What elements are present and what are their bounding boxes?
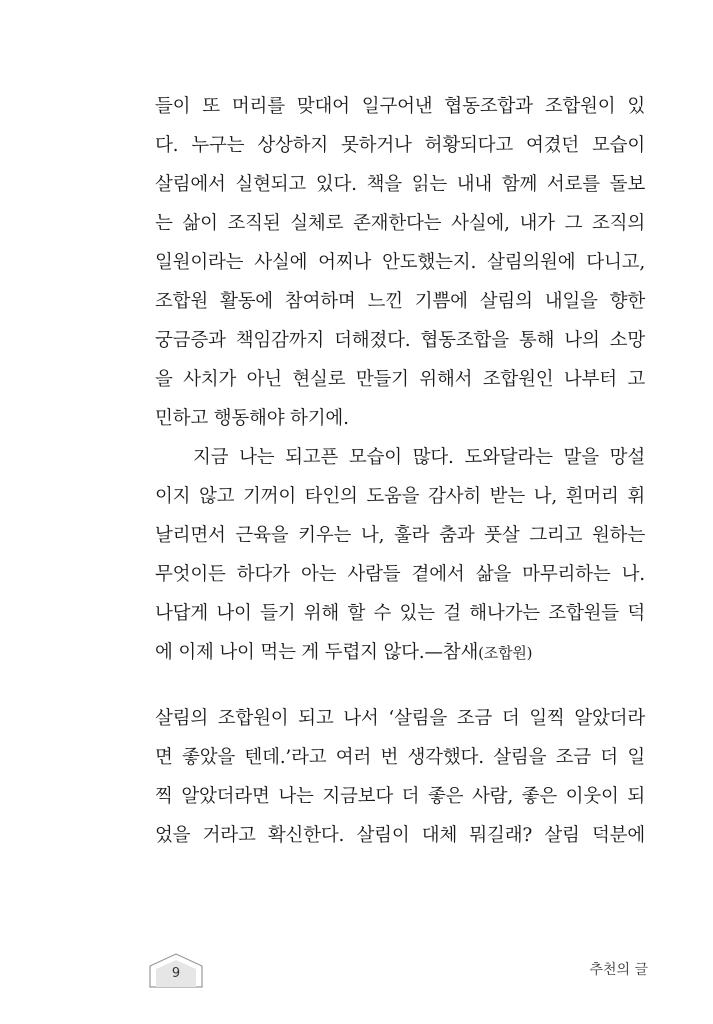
text-line: 다. 누구는 상상하지 못하거나 허황되다고 여겼던 모습이 <box>155 135 645 156</box>
text-line: 을 사치가 아닌 현실로 만들기 위해서 조합원인 나부터 고 <box>155 369 645 390</box>
text-line: 무엇이든 하다가 아는 사람들 곁에서 삶을 마무리하는 나. <box>155 564 645 585</box>
text-line: 살림에서 실현되고 있다. 책을 읽는 내내 함께 서로를 돌보 <box>155 174 645 195</box>
text-line: 나답게 나이 들기 위해 할 수 있는 걸 해나가는 조합원들 덕 <box>155 603 645 624</box>
text-line-body: 에 이제 나이 먹는 게 두렵지 않다.—참새 <box>155 642 479 663</box>
text-line: 찍 알았더라면 나는 지금보다 더 좋은 사람, 좋은 이웃이 되 <box>155 786 645 807</box>
text-line: 조합원 활동에 참여하며 느낀 기쁨에 살림의 내일을 향한 <box>155 291 645 312</box>
attribution: (조합원) <box>478 644 533 662</box>
text-line: 이지 않고 기꺼이 타인의 도움을 감사히 받는 나, 흰머리 휘 <box>155 486 645 507</box>
running-footer-title: 추천의 글 <box>589 962 648 978</box>
page-number: 9 <box>171 966 181 981</box>
text-line: 살림의 조합원이 되고 나서 ‘살림을 조금 더 일찍 알았더라 <box>155 708 645 729</box>
text-line: 일원이라는 사실에 어찌나 안도했는지. 살림의원에 다니고, <box>155 252 645 273</box>
text-line: 었을 거라고 확신한다. 살림이 대체 뭐길래? 살림 덕분에 <box>155 825 645 846</box>
text-line: 지금 나는 되고픈 모습이 많다. 도와달라는 말을 망설 <box>193 447 645 468</box>
text-line <box>155 638 645 668</box>
text-line: 는 삶이 조직된 실체로 존재한다는 사실에, 내가 그 조직의 <box>155 213 645 234</box>
text-line: 날리면서 근육을 키우는 나, 훌라 춤과 풋살 그리고 원하는 <box>155 525 645 546</box>
text-line: 면 좋았을 텐데.’라고 여러 번 생각했다. 살림을 조금 더 일 <box>155 747 645 768</box>
text-line: 들이 또 머리를 맞대어 일구어낸 협동조합과 조합원이 있 <box>155 96 645 117</box>
text-line: 민하고 행동해야 하기에. <box>155 408 349 429</box>
text-line: 궁금증과 책임감까지 더해졌다. 협동조합을 통해 나의 소망 <box>155 330 645 351</box>
page-number-badge <box>148 952 204 988</box>
